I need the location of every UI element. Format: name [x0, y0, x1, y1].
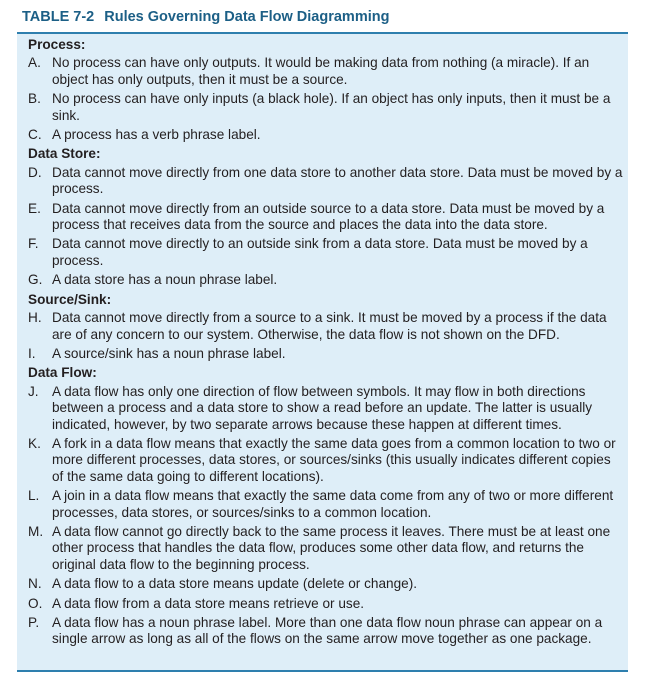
- rule-item-j: [28, 384, 624, 433]
- rule-text: No process can have only outputs. It would be making data from nothing (a miracle). If an object has only outputs, then it must be a source.: [52, 55, 590, 87]
- rule-letter: H.: [28, 310, 42, 326]
- rule-letter: D.: [28, 164, 42, 180]
- rule-item-l: [28, 488, 624, 521]
- rule-text: Data cannot move directly from a source to a sink. It must be moved by a process if the data are of any concern to our system. Otherwise, the data flow is not shown on the DFD.: [52, 310, 607, 342]
- rule-letter: K.: [28, 435, 41, 451]
- rule-letter: B.: [28, 91, 41, 107]
- rule-letter: O.: [28, 595, 43, 611]
- section-heading: Data Flow:: [28, 365, 97, 381]
- rule-item-h: [28, 310, 624, 343]
- rule-item-n: [28, 576, 624, 592]
- rule-text: A source/sink has a noun phrase label.: [52, 345, 286, 361]
- section-heading: Source/Sink:: [28, 291, 112, 307]
- rule-text: A data flow from a data store means retrieve or use.: [52, 595, 365, 611]
- rule-text: Data cannot move directly from one data store to another data store. Data must be moved by a process.: [52, 164, 623, 197]
- rule-letter: J.: [28, 383, 39, 399]
- rule-item-b: [28, 91, 624, 124]
- rules-list: [28, 37, 624, 651]
- rule-item-c: [28, 127, 624, 143]
- rule-item-o: [28, 596, 624, 612]
- rule-text: A data flow cannot go directly back to the same process it leaves. There must be at least one other process that handles the data flow, produces some other data flow, and returns the original data flow to the beginning process.: [52, 523, 611, 572]
- rule-text: No process can have only inputs (a black hole). If an object has only inputs, then it must be a sink.: [52, 91, 611, 123]
- bottom-rule: [17, 670, 628, 672]
- rule-letter: E.: [28, 200, 41, 216]
- table-title: Rules Governing Data Flow Diagramming: [104, 9, 390, 25]
- rule-letter: L.: [28, 488, 40, 504]
- rule-item-k: [28, 436, 624, 485]
- rule-item-m: [28, 524, 624, 573]
- rule-text: A data flow has a noun phrase label. More than one data flow noun phrase can appear on a single arrow as long as all of the flows on the same arrow move together as one package.: [52, 615, 603, 647]
- rule-letter: I.: [28, 345, 36, 361]
- rule-item-e: [28, 201, 624, 234]
- rule-text: Data cannot move directly to an outside sink from a data store. Data must be moved by a process.: [52, 236, 588, 268]
- rule-letter: M.: [28, 523, 44, 539]
- rule-item-g: [28, 272, 624, 288]
- rule-item-i: [28, 346, 624, 362]
- table-caption: [22, 9, 389, 25]
- rule-item-a: [28, 55, 624, 88]
- rule-item-f: [28, 236, 624, 269]
- rule-letter: C.: [28, 127, 42, 143]
- rule-item-d: [28, 165, 624, 198]
- rule-letter: A.: [28, 55, 41, 71]
- section-process: [28, 37, 624, 143]
- rule-text: A fork in a data flow means that exactly the same data goes from a common location to two or more different processes, data stores, or sources/sinks (this usually indicates different copies of the same data going to different locations).: [52, 435, 616, 484]
- table-number: TABLE 7-2: [22, 9, 95, 25]
- rule-text: A data store has a noun phrase label.: [52, 272, 278, 288]
- section-data-store: [28, 146, 624, 288]
- rule-item-p: [28, 615, 624, 648]
- rule-text: A data flow to a data store means update (delete or change).: [52, 576, 417, 592]
- rule-text: A data flow has only one direction of flow between symbols. It may flow in both directions between a process and a data store to show a read before an update. The latter is usually indicated, however, by two separate arrows because these happen at different times.: [52, 383, 593, 432]
- rule-text: Data cannot move directly from an outside source to a data store. Data must be moved by a process that receives data from the source and places the data into the data store.: [52, 200, 605, 233]
- rule-text: A process has a verb phrase label.: [52, 127, 261, 143]
- rule-letter: P.: [28, 615, 40, 630]
- rule-letter: G.: [28, 272, 43, 288]
- section-heading: Data Store:: [28, 146, 101, 162]
- rule-letter: N.: [28, 576, 42, 592]
- rule-text: A join in a data flow means that exactly the same data come from any of two or more different processes, data stores, or sources/sinks to a common location.: [52, 488, 614, 520]
- section-heading: Process:: [28, 37, 86, 52]
- section-source-sink: [28, 292, 624, 363]
- rule-letter: F.: [28, 236, 39, 252]
- section-data-flow: [28, 365, 624, 648]
